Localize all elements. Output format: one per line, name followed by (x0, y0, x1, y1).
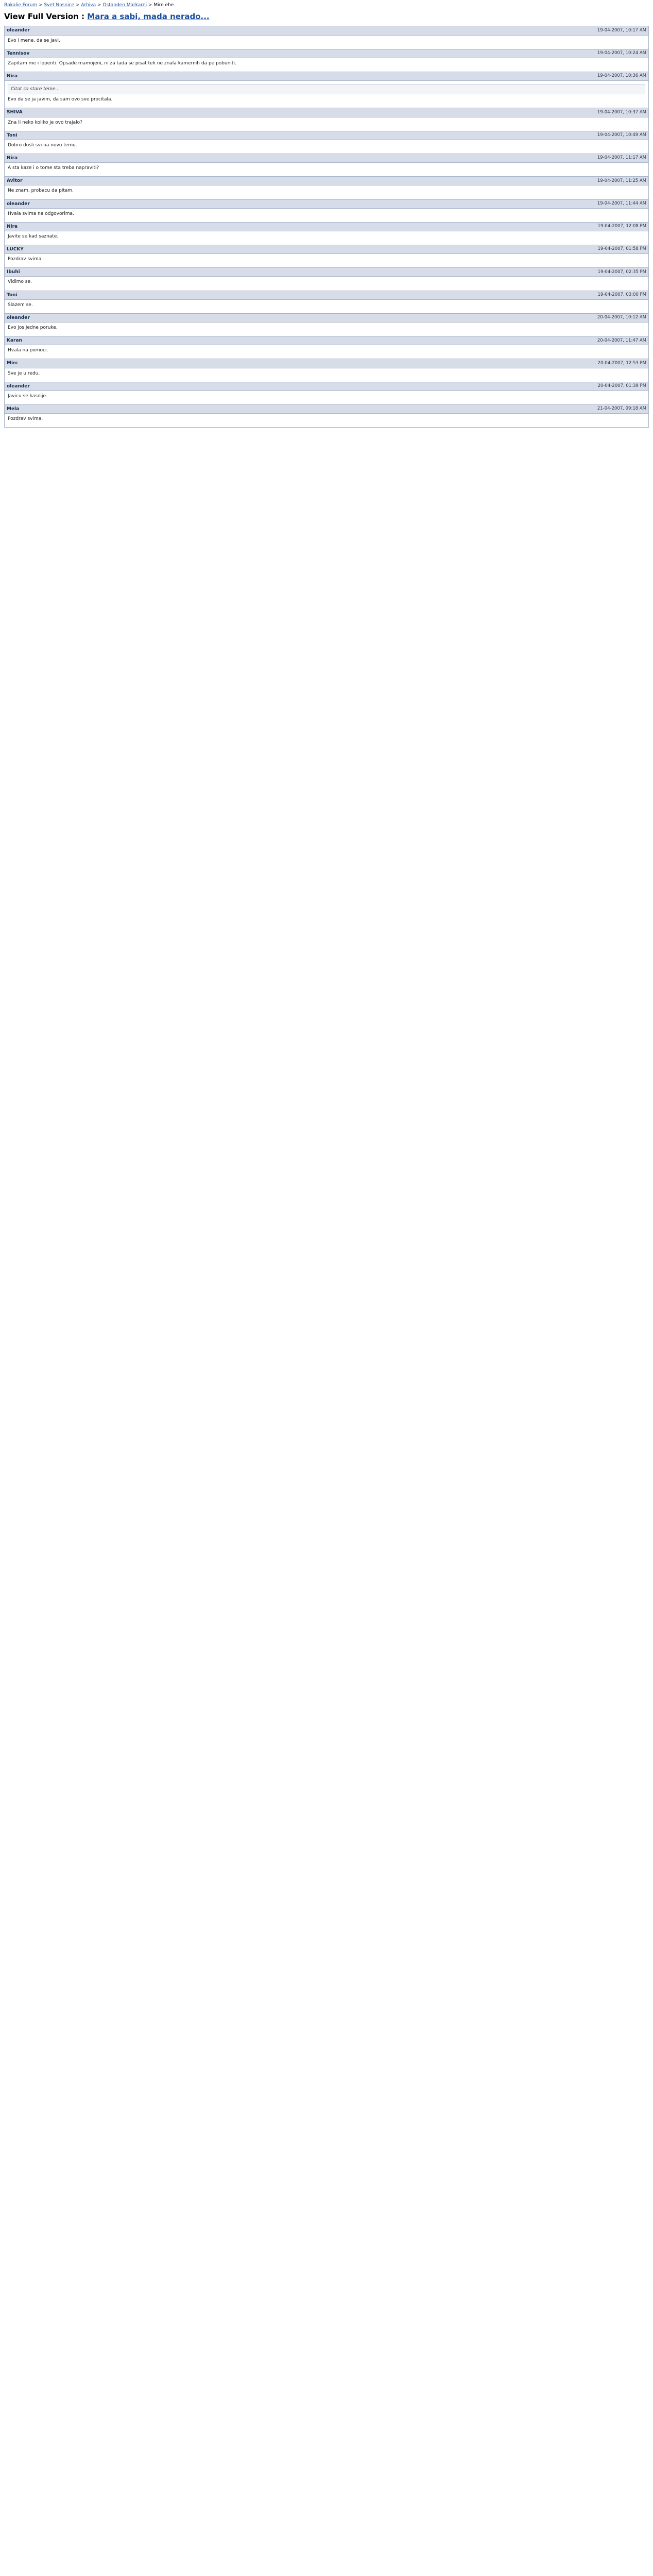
post (4, 359, 649, 382)
post-header (5, 177, 648, 185)
breadcrumb-separator: > (39, 3, 43, 8)
post (4, 154, 649, 177)
post-date: 19-04-2007, 11:17 AM (597, 155, 646, 161)
post (4, 131, 649, 154)
post-date: 19-04-2007, 12:08 PM (597, 224, 646, 229)
breadcrumb-link[interactable]: Bakalie Forum (4, 3, 38, 8)
post-author[interactable]: SHIVA (7, 110, 23, 115)
post-author[interactable]: Mirc (7, 361, 18, 366)
post-body (5, 231, 648, 245)
post-header (5, 154, 648, 163)
post-text: Pozdrav svima. (8, 416, 43, 422)
thread-title-link[interactable]: Mara a sabi, mada nerado... (87, 12, 210, 22)
post-header (5, 131, 648, 140)
post-date: 19-04-2007, 10:49 AM (597, 132, 646, 138)
post-body (5, 300, 648, 313)
post-text: Slazem se. (8, 302, 33, 308)
post-author[interactable]: Nira (7, 73, 18, 79)
post-text: A sta kaze i o tome sta treba napraviti? (8, 165, 99, 171)
post-header (5, 382, 648, 391)
post-header (5, 200, 648, 209)
post-author[interactable]: Avitor (7, 178, 23, 184)
post-body (5, 58, 648, 72)
post-date: 20-04-2007, 11:47 AM (597, 337, 646, 343)
post-author[interactable]: oleander (7, 28, 30, 33)
post-body (5, 163, 648, 176)
post-date: 20-04-2007, 12:53 PM (597, 360, 646, 366)
post-header (5, 245, 648, 254)
post-header (5, 405, 648, 414)
post-date: 21-04-2007, 09:18 AM (597, 406, 646, 412)
post-text: Zapitam me i lopenti. Opsade mamojeni, ni za tada se pisat tek ne znala kamernih da pe pobuniti. (8, 60, 236, 66)
post-header (5, 49, 648, 58)
post-author[interactable]: Ibuhi (7, 269, 20, 275)
post-date: 19-04-2007, 02:35 PM (597, 269, 646, 275)
post-text: Hvala na pomoci. (8, 348, 48, 353)
breadcrumb-separator: > (97, 3, 101, 8)
post-body (5, 36, 648, 49)
post-body (5, 414, 648, 427)
post-header (5, 359, 648, 368)
post-header (5, 291, 648, 300)
post-text: Dobro dosli svi na novu temu. (8, 142, 77, 148)
post (4, 245, 649, 268)
post-date: 19-04-2007, 01:58 PM (597, 246, 646, 252)
breadcrumb-link[interactable]: Ostanden Markarni (102, 3, 147, 8)
post-body (5, 277, 648, 290)
post-text: Zna li neko koliko je ovo trajalo? (8, 120, 82, 125)
breadcrumb (4, 2, 649, 8)
post-author[interactable]: oleander (7, 315, 30, 320)
post-text: Evo i mene, da se javi. (8, 38, 60, 43)
post-text: Ne znam, probacu da pitam. (8, 188, 74, 194)
post (4, 108, 649, 131)
post (4, 200, 649, 223)
post-text: Evo da se ja javim, da sam ovo sve procitala. (8, 97, 113, 103)
post-header (5, 268, 648, 277)
post-body (5, 391, 648, 404)
post-text: Pozdrav svima. (8, 257, 43, 262)
post-body (5, 81, 648, 108)
post-body (5, 185, 648, 199)
post-date: 19-04-2007, 10:24 AM (597, 50, 646, 56)
post-text: Javite se kad saznate. (8, 233, 59, 239)
post-body (5, 209, 648, 222)
post-text: Evo jos jedne poruke. (8, 325, 58, 331)
post-text: Javicu se kasnije. (8, 393, 47, 399)
post-date: 19-04-2007, 03:00 PM (597, 292, 646, 297)
post-date: 19-04-2007, 10:17 AM (597, 27, 646, 33)
post-list (4, 26, 649, 428)
post-body (5, 345, 648, 359)
breadcrumb-link[interactable]: Arhiva (81, 3, 96, 8)
post-author[interactable]: Mela (7, 406, 20, 412)
post-date: 20-04-2007, 10:12 AM (597, 315, 646, 320)
post (4, 49, 649, 72)
post-author[interactable]: oleander (7, 383, 30, 389)
post (4, 336, 649, 359)
post-date: 19-04-2007, 11:44 AM (597, 200, 646, 206)
post-author[interactable]: Toni (7, 132, 18, 138)
breadcrumb-link[interactable]: Svet Nosnice (44, 3, 75, 8)
post (4, 72, 649, 108)
page-title-prefix: View Full Version : (4, 12, 85, 22)
post-date: 19-04-2007, 10:37 AM (597, 109, 646, 115)
post-header (5, 72, 648, 81)
post (4, 223, 649, 245)
post-body (5, 254, 648, 267)
post-body (5, 368, 648, 382)
post-header (5, 314, 648, 323)
post (4, 268, 649, 291)
post (4, 291, 649, 314)
breadcrumb-current: Mire ehe (153, 3, 174, 8)
post-author[interactable]: Nira (7, 224, 18, 229)
post-body (5, 140, 648, 154)
post-date: 19-04-2007, 11:25 AM (597, 178, 646, 183)
post-header (5, 26, 648, 35)
post-author[interactable]: Toni (7, 292, 18, 298)
post-date: 19-04-2007, 10:36 AM (597, 73, 646, 79)
post-header (5, 223, 648, 231)
post-text: Vidimo se. (8, 279, 32, 285)
post-body (5, 117, 648, 131)
post (4, 405, 649, 428)
breadcrumb-separator: > (75, 3, 80, 8)
post-author[interactable]: LUCKY (7, 247, 24, 252)
post (4, 26, 649, 49)
post (4, 382, 649, 405)
post-body (5, 323, 648, 336)
post-text: Hvala svima na odgovorima. (8, 211, 74, 216)
post-text: Sve je u redu. (8, 370, 40, 376)
post-author[interactable]: Tennisov (7, 50, 30, 56)
post-date: 20-04-2007, 01:39 PM (597, 383, 646, 389)
page-title (4, 11, 649, 22)
post (4, 314, 649, 336)
post-author[interactable]: Nira (7, 155, 18, 161)
post (4, 177, 649, 199)
post-author[interactable]: Karan (7, 338, 22, 344)
post-header (5, 108, 648, 117)
post-header (5, 336, 648, 345)
post-quote: Citat sa stare teme... (8, 84, 645, 94)
breadcrumb-separator: > (148, 3, 152, 8)
post-author[interactable]: oleander (7, 201, 30, 207)
